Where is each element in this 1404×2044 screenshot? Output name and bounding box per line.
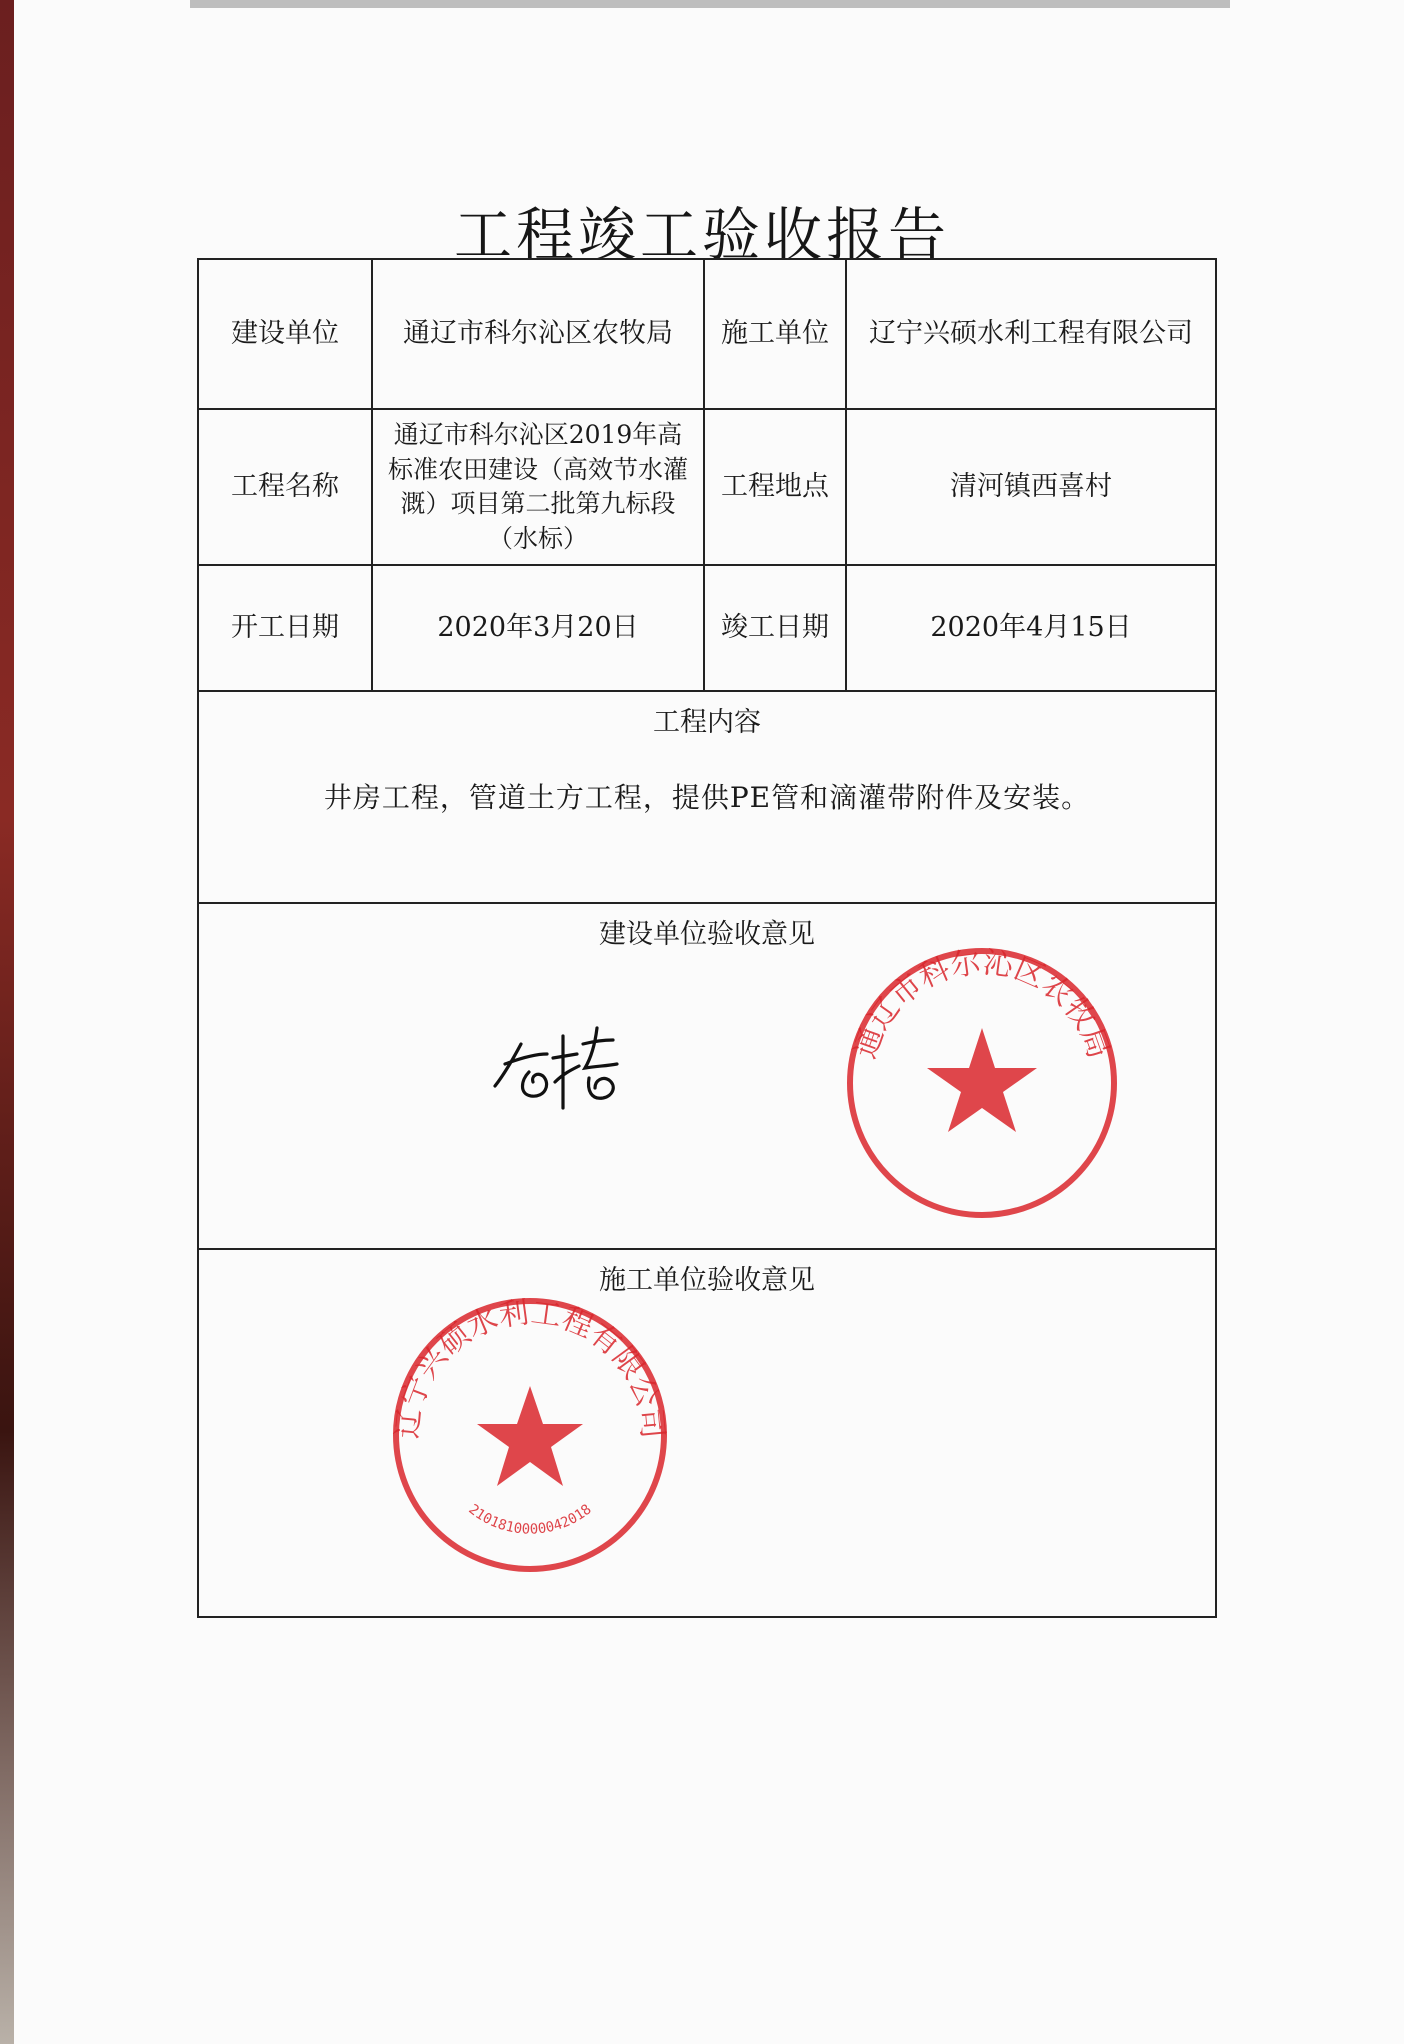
- project-value: 通辽市科尔沁区2019年高标准农田建设（高效节水灌溉）项目第二批第九标段（水标）: [373, 410, 705, 564]
- scan-edge-left: [0, 0, 14, 2044]
- section-builder-opinion: [199, 904, 1215, 1250]
- report-table: [197, 258, 1217, 1618]
- svg-text:2101810000042018: [465, 1501, 594, 1537]
- scan-edge-top: [190, 0, 1230, 8]
- contractor-seal-code: 2101810000042018: [465, 1501, 595, 1538]
- project-label: 工程名称: [199, 410, 373, 564]
- builder-official-seal: [839, 940, 1125, 1226]
- builder-seal-text: 通辽市科尔沁区农牧局: [847, 945, 1117, 1063]
- signature-handwritten: [491, 1014, 631, 1124]
- row-dates: [199, 566, 1215, 692]
- start-label: 开工日期: [199, 566, 373, 690]
- finish-value: 2020年4月15日: [930, 611, 1132, 643]
- section-contractor-opinion: [199, 1250, 1215, 1616]
- contractor-opinion-label: 施工单位验收意见: [599, 1265, 815, 1296]
- document-title: 工程竣工验收报告: [453, 201, 950, 269]
- builder-value: 通辽市科尔沁区农牧局: [373, 260, 705, 408]
- contractor-seal-text: 辽宁兴硕水利工程有限公司: [390, 1295, 670, 1441]
- section-content: [199, 692, 1215, 904]
- contractor-official-seal: [385, 1290, 675, 1580]
- content-text: 井房工程，管道土方工程，提供PE管和滴灌带附件及安装。: [323, 781, 1091, 814]
- content-label: 工程内容: [653, 707, 761, 738]
- contractor-label: 施工单位: [705, 260, 847, 408]
- builder-label: 建设单位: [199, 260, 373, 408]
- row-units: [199, 260, 1215, 410]
- contractor-value: 辽宁兴硕水利工程有限公司: [869, 317, 1193, 349]
- location-value: 清河镇西喜村: [950, 470, 1112, 502]
- location-label: 工程地点: [705, 410, 847, 564]
- builder-opinion-label: 建设单位验收意见: [599, 919, 815, 950]
- row-project: [199, 410, 1215, 566]
- finish-label: 竣工日期: [705, 566, 847, 690]
- start-value: 2020年3月20日: [373, 566, 705, 690]
